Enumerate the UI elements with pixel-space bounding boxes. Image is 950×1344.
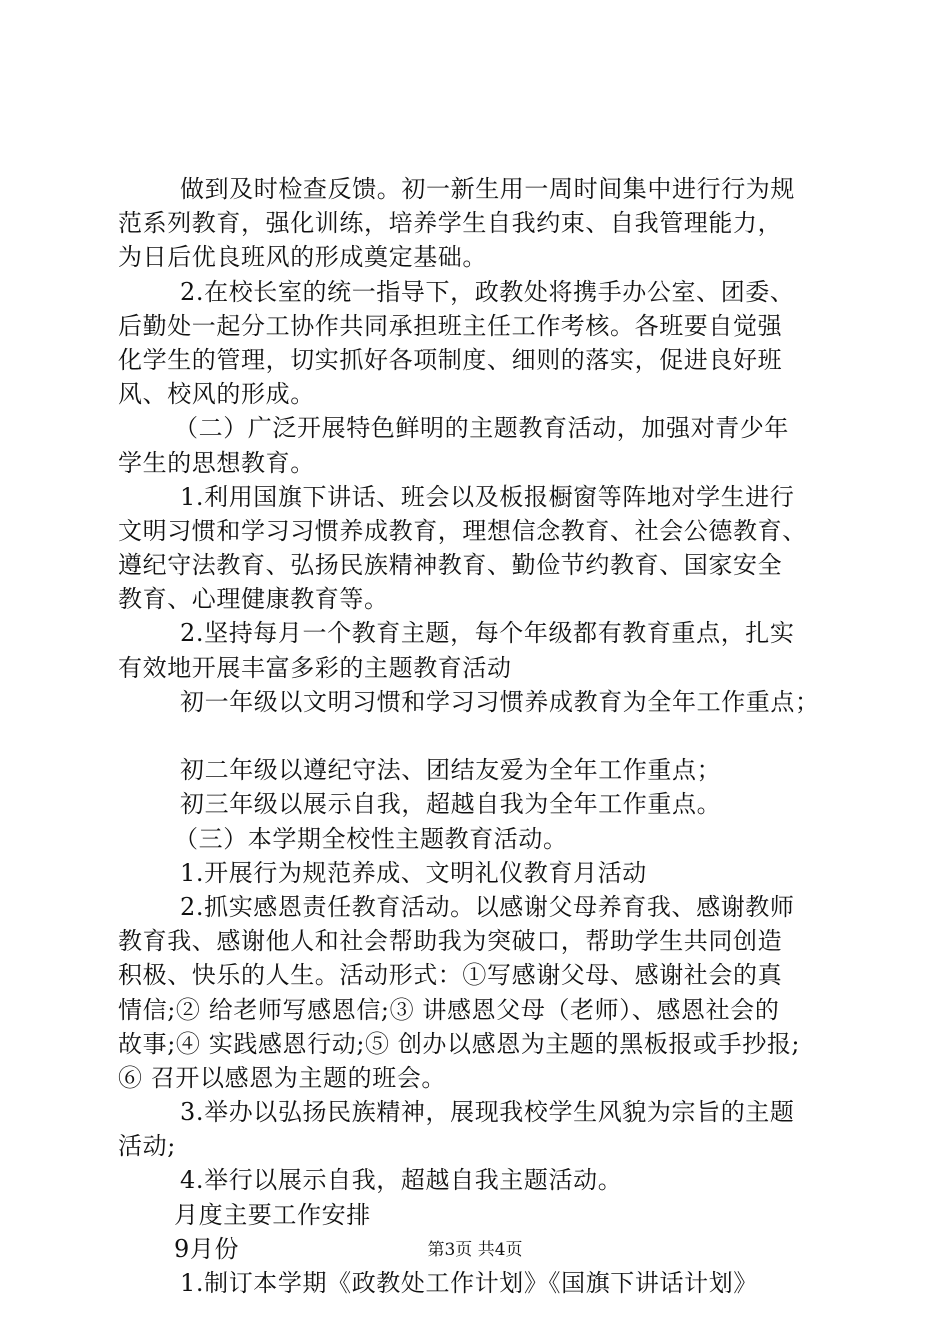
paragraph-line: 风、校风的形成。	[118, 380, 315, 409]
month-heading-line: 9月份	[174, 1234, 240, 1263]
paragraph-line: 初一年级以文明习惯和学习习惯养成教育为全年工作重点；	[180, 687, 820, 716]
paragraph-line: 做到及时检查反馈。初一新生用一周时间集中进行行为规	[180, 175, 795, 203]
paragraph-line: 1.制订本学期《政教处工作计划》《国旗下讲话计划》	[180, 1269, 758, 1297]
paragraph-line: 2.在校长室的统一指导下，政教处将携手办公室、团委、	[180, 277, 795, 306]
paragraph-line: 初二年级以遵纪守法、团结友爱为全年工作重点；	[180, 756, 722, 785]
paragraph-line: ⑥ 召开以感恩为主题的班会。	[118, 1063, 447, 1092]
paragraph-line: 1.开展行为规范养成、文明礼仪教育月活动	[180, 858, 647, 887]
paragraph-line: 初三年级以展示自我，超越自我为全年工作重点。	[180, 790, 722, 819]
paragraph-line: 教育我、感谢他人和社会帮助我为突破口，帮助学生共同创造	[118, 927, 783, 956]
paragraph-line: 教育、心理健康教育等。	[118, 585, 389, 614]
section-heading-line: 学生的思想教育。	[118, 448, 315, 477]
paragraph-line: 3.举办以弘扬民族精神，展现我校学生风貌为宗旨的主题	[180, 1098, 795, 1127]
section-heading-line: 月度主要工作安排	[174, 1200, 371, 1229]
section-heading-line: （三）本学期全校性主题教育活动。	[174, 824, 568, 853]
paragraph-line: 故事;④ 实践感恩行动;⑤ 创办以感恩为主题的黑板报或手抄报;	[118, 1029, 801, 1058]
paragraph-line: 1.利用国旗下讲话、班会以及板报橱窗等阵地对学生进行	[180, 482, 795, 511]
paragraph-line: 化学生的管理，切实抓好各项制度、细则的落实，促进良好班	[118, 345, 783, 374]
paragraph-line: 2.抓实感恩责任教育活动。以感谢父母养育我、感谢教师	[180, 892, 795, 921]
section-heading-line: （二）广泛开展特色鲜明的主题教育活动，加强对青少年	[174, 414, 789, 443]
paragraph-line: 为日后优良班风的形成奠定基础。	[118, 243, 487, 272]
page-footer: 第3页 共4页	[427, 1240, 523, 1260]
paragraph-line: 情信;② 给老师写感恩信;③ 讲感恩父母（老师）、感恩社会的	[118, 995, 780, 1024]
paragraph-line: 活动;	[118, 1132, 176, 1161]
paragraph-line: 4.举行以展示自我，超越自我主题活动。	[180, 1166, 623, 1195]
paragraph-line: 后勤处一起分工协作共同承担班主任工作考核。各班要自觉强	[118, 311, 783, 340]
paragraph-line: 遵纪守法教育、弘扬民族精神教育、勤俭节约教育、国家安全	[118, 551, 783, 580]
blank-line	[118, 719, 838, 753]
paragraph-line: 文明习惯和学习习惯养成教育，理想信念教育、社会公德教育、	[118, 516, 807, 545]
paragraph-line: 积极、快乐的人生。活动形式：①写感谢父母、感谢社会的真	[118, 961, 783, 990]
document-body	[118, 172, 838, 1300]
paragraph-line: 2.坚持每月一个教育主题，每个年级都有教育重点，扎实	[180, 619, 795, 648]
paragraph-line: 有效地开展丰富多彩的主题教育活动	[118, 653, 512, 682]
paragraph-line: 范系列教育，强化训练，培养学生自我约束、自我管理能力，	[118, 209, 783, 238]
